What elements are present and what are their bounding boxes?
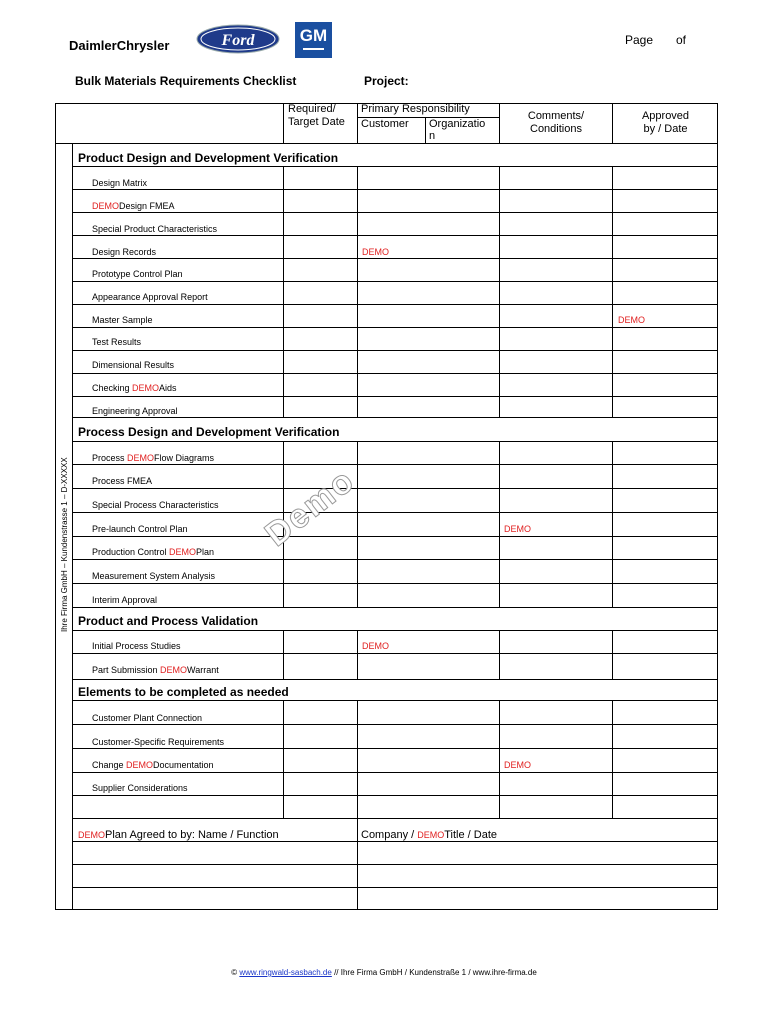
grid-line (72, 864, 718, 865)
checklist-item: Production Control DEMOPlan (92, 547, 215, 557)
demo-watermark: Demo (258, 460, 363, 554)
grid-line (499, 441, 500, 607)
grid-line (72, 795, 718, 796)
grid-line (72, 350, 718, 351)
grid-line (425, 117, 426, 143)
grid-line (499, 630, 500, 679)
grid-line (72, 630, 718, 631)
side-company-text: Ihre Firma GmbH – Kundenstrasse 1 – D-XXXXX (60, 457, 69, 632)
grid-line (612, 441, 613, 607)
checklist-item: Dimensional Results (92, 360, 175, 370)
grid-line (72, 653, 718, 654)
document-title: Bulk Materials Requirements Checklist (75, 74, 297, 88)
grid-line (72, 235, 718, 236)
grid-line (72, 512, 718, 513)
company-title-label: Company / DEMOTitle / Date (361, 829, 498, 841)
grid-line (72, 818, 718, 819)
plan-agreed-label: DEMOPlan Agreed to by: Name / Function (78, 829, 279, 841)
grid-line (612, 700, 613, 818)
grid-line (72, 887, 718, 888)
checklist-item: Measurement System Analysis (92, 571, 216, 581)
checklist-item: Change DEMODocumentation (92, 760, 214, 770)
checklist-item: Checking DEMOAids (92, 383, 177, 393)
checklist-item: Customer-Specific Requirements (92, 737, 225, 747)
section-title: Elements to be completed as needed (78, 685, 289, 699)
grid-line (72, 417, 718, 418)
grid-line (72, 700, 718, 701)
header-organization: Organizatio (429, 118, 486, 130)
grid-line (72, 281, 718, 282)
grid-line (357, 166, 358, 417)
grid-line (72, 166, 718, 167)
checklist-item: Interim Approval (92, 595, 158, 605)
grid-line (283, 630, 284, 679)
grid-line (72, 724, 718, 725)
grid-line (612, 630, 613, 679)
project-label: Project: (364, 74, 409, 88)
checklist-item: Supplier Considerations (92, 783, 188, 793)
checklist-item: Design Records (92, 247, 157, 257)
checklist-item: Process DEMOFlow Diagrams (92, 453, 215, 463)
grid-line (357, 103, 358, 143)
demo-mark: DEMO (362, 641, 389, 651)
grid-line (499, 166, 500, 417)
header-primary-responsibility: Primary Responsibility (361, 103, 470, 115)
checklist-item: Process FMEA (92, 476, 153, 486)
grid-line (72, 464, 718, 465)
checklist-item: Special Process Characteristics (92, 500, 219, 510)
grid-line (72, 396, 718, 397)
daimlerchrysler-logo: DaimlerChrysler (69, 38, 170, 53)
grid-line (357, 441, 358, 607)
grid-line (612, 166, 613, 417)
of-label: of (676, 33, 687, 47)
grid-line (72, 488, 718, 489)
checklist-item: Pre-launch Control Plan (92, 524, 188, 534)
grid-line (72, 327, 718, 328)
grid-line (72, 304, 718, 305)
grid-line (72, 841, 718, 842)
gm-logo (295, 22, 332, 58)
grid-line (72, 189, 718, 190)
grid-line (499, 700, 500, 818)
grid-line (72, 583, 718, 584)
checklist-item: DEMODesign FMEA (92, 201, 175, 211)
copyright-symbol: © (231, 968, 238, 977)
footer-text: // Ihre Firma GmbH / Kundenstraße 1 / www.ihre-firma.de (331, 968, 537, 977)
grid-line (72, 772, 718, 773)
header-comments: Comments/ (527, 110, 585, 122)
grid-line (283, 700, 284, 818)
demo-mark: DEMO (362, 247, 389, 257)
grid-line (283, 103, 284, 143)
header-approved-by-date: by / Date (643, 123, 688, 135)
header-organization-wrap: n (429, 130, 436, 142)
section-title: Product and Process Validation (78, 614, 259, 628)
grid-line (357, 818, 358, 910)
checklist-item: Master Sample (92, 315, 153, 325)
demo-mark: DEMO (618, 315, 645, 325)
page-label: Page (625, 33, 654, 47)
checklist-item: Prototype Control Plan (92, 269, 183, 279)
grid-line (72, 559, 718, 560)
header-conditions: Conditions (530, 123, 582, 135)
grid-line (283, 166, 284, 417)
header-customer: Customer (361, 118, 409, 130)
checklist-item: Design Matrix (92, 178, 148, 188)
section-title: Product Design and Development Verification (78, 151, 339, 165)
checklist-item: Engineering Approval (92, 406, 178, 416)
gm-logo-text: GM (299, 26, 328, 45)
grid-line (72, 373, 718, 374)
header-approved: Approved (641, 110, 690, 122)
demo-mark: DEMO (504, 760, 531, 770)
grid-line (357, 630, 358, 679)
grid-line (72, 441, 718, 442)
grid-line (72, 607, 718, 608)
checklist-item: Appearance Approval Report (92, 292, 208, 302)
checklist-item: Customer Plant Connection (92, 713, 203, 723)
grid-line (72, 212, 718, 213)
checklist-item: Part Submission DEMOWarrant (92, 665, 219, 675)
ford-logo-text: Ford (221, 32, 255, 49)
footer-link[interactable]: www.ringwald-sasbach.de (239, 968, 332, 977)
checklist-item: Special Product Characteristics (92, 224, 218, 234)
footer (0, 968, 768, 977)
demo-mark: DEMO (504, 524, 531, 534)
grid-line (55, 143, 718, 144)
header-target-date: Target Date (288, 116, 345, 128)
header-required: Required/ (288, 103, 336, 115)
grid-line (72, 748, 718, 749)
ford-logo (196, 24, 280, 54)
grid-line (72, 536, 718, 537)
grid-line (72, 679, 718, 680)
grid-line (72, 258, 718, 259)
section-title: Process Design and Development Verification (78, 425, 340, 439)
checklist-item: Initial Process Studies (92, 641, 181, 651)
checklist-item: Test Results (92, 337, 142, 347)
grid-line (357, 700, 358, 818)
